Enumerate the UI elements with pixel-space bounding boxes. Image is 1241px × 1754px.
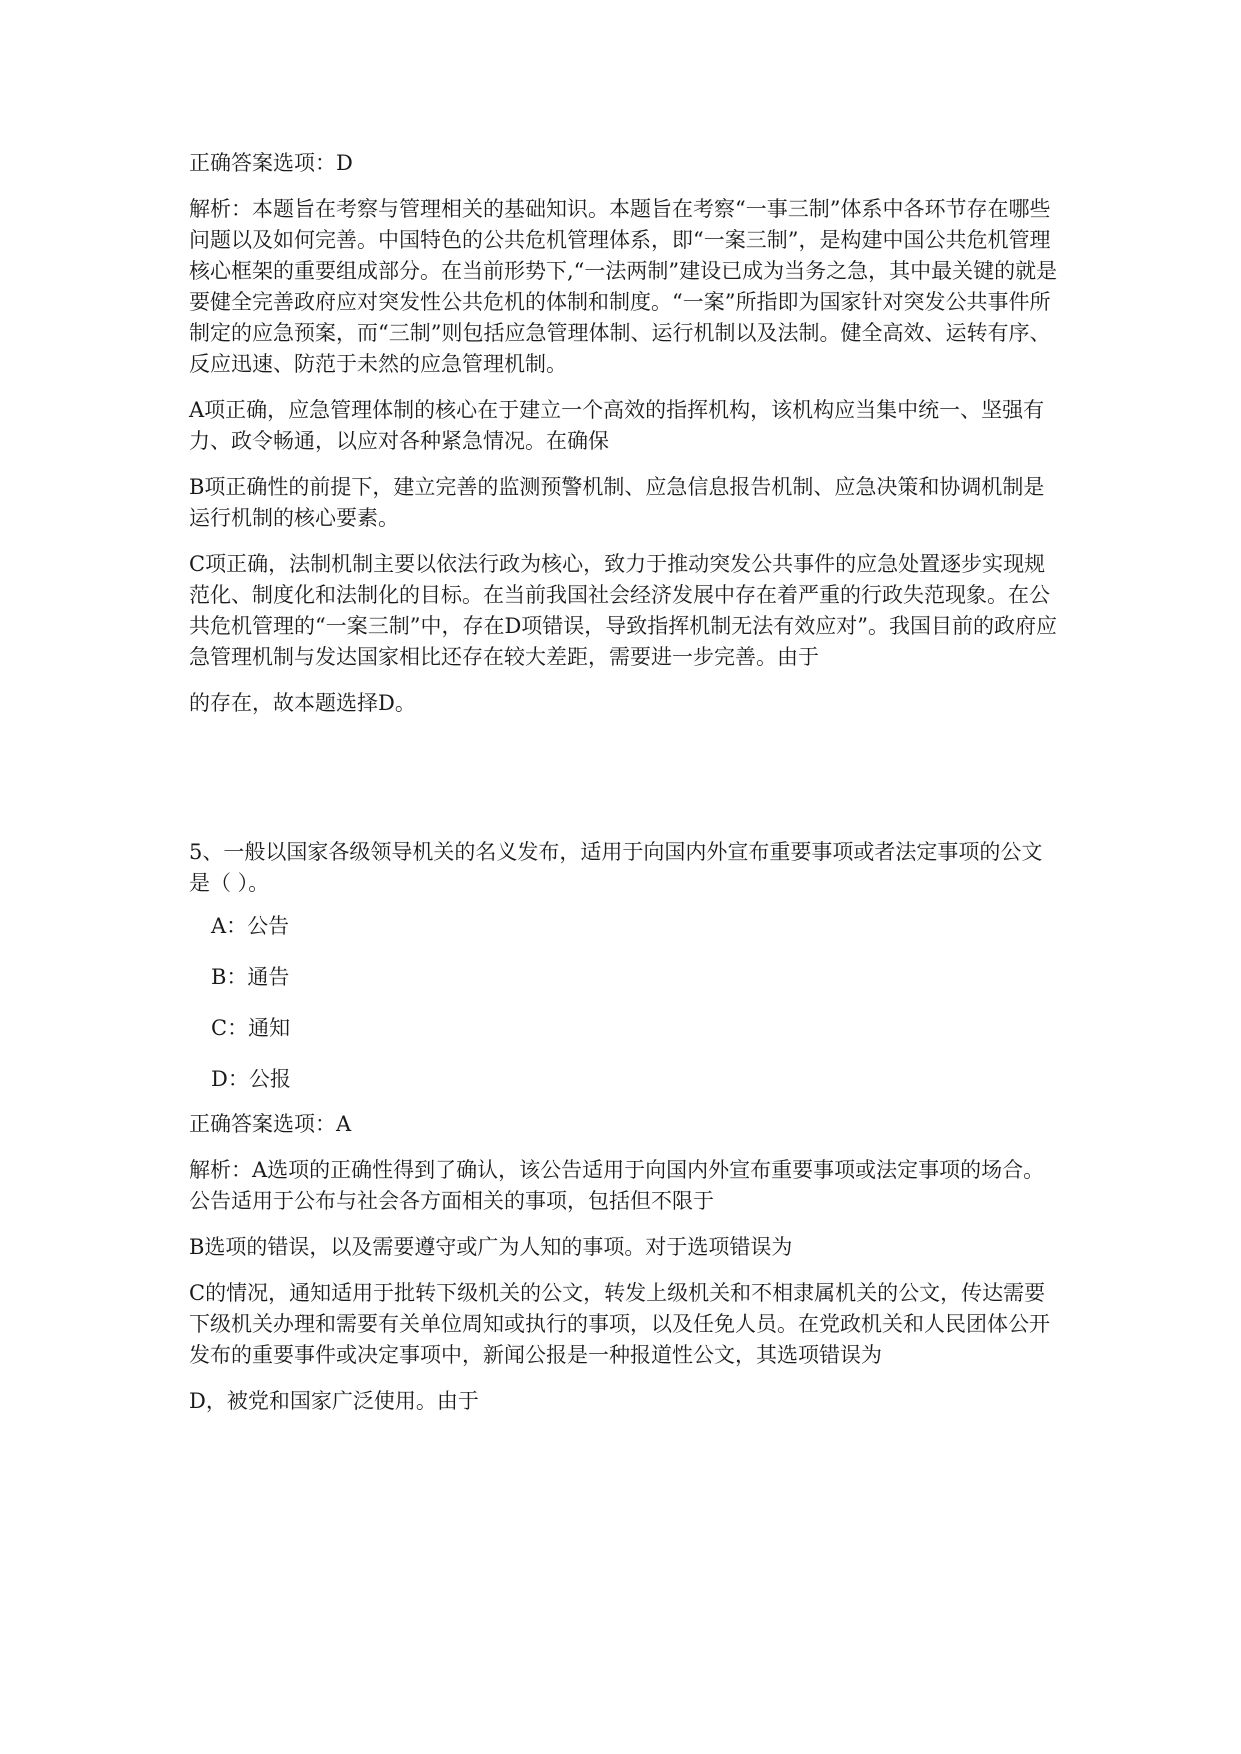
q5-item-b: B选项的错误，以及需要遵守或广为人知的事项。对于选项错误为 [189, 1235, 793, 1259]
prev-closing: 的存在，故本题选择D。 [189, 691, 416, 715]
option-d: D：公报 [211, 1067, 291, 1091]
prev-item-a: A项正确，应急管理体制的核心在于建立一个高效的指挥机构，该机构应当集中统一、坚强有力、政令畅通，以应对各种紧急情况。在确保 [189, 398, 1045, 453]
section-gap [189, 719, 1059, 837]
q5-item-c: C的情况，通知适用于批转下级机关的公文，转发上级机关和不相隶属机关的公文，传达需要下级机关办理和需要有关单位周知或执行的事项，以及任免人员。在党政机关和人民团体公开发布的重要事件或决定事项中，新闻公报是一种报道性公文，其选项错误为 [189, 1281, 1050, 1367]
q5-analysis: 解析：A选项的正确性得到了确认，该公告适用于向国内外宣布重要事项或法定事项的场合。公告适用于公布与社会各方面相关的事项，包括但不限于 [189, 1158, 1045, 1213]
document-page [189, 148, 1059, 1417]
option-a: A：公告 [211, 914, 290, 938]
option-b: B：通告 [211, 965, 290, 989]
prev-item-c: C项正确，法制机制主要以依法行政为核心，致力于推动突发公共事件的应急处置逐步实现规范化、制度化和法制化的目标。在当前我国社会经济发展中存在着严重的行政失范现象。在公共危机管理的“一案三制”中，存在D项错误，导致指挥机制无法有效应对”。我国目前的政府应急管理机制与发达国家相比还存在较大差距，需要进一步完善。由于 [189, 552, 1058, 669]
prev-answer-line: 正确答案选项：D [189, 151, 353, 175]
question-5-options [211, 911, 1059, 1095]
question-5-stem: 5、一般以国家各级领导机关的名义发布，适用于向国内外宣布重要事项或者法定事项的公文是（ ）。 [189, 840, 1043, 895]
option-c: C：通知 [211, 1016, 291, 1040]
prev-item-b: B项正确性的前提下，建立完善的监测预警机制、应急信息报告机制、应急决策和协调机制是运行机制的核心要素。 [189, 475, 1045, 530]
prev-analysis: 解析：本题旨在考察与管理相关的基础知识。本题旨在考察“一事三制”体系中各环节存在哪些问题以及如何完善。中国特色的公共危机管理体系，即“一案三制”，是构建中国公共危机管理核心框架的重要组成部分。在当前形势下,“一法两制”建设已成为当务之急，其中最关键的就是要健全完善政府应对突发性公共危机的体制和制度。“一案”所指即为国家针对突发公共事件所制定的应急预案，而“三制”则包括应急管理体制、运行机制以及法制。健全高效、运转有序、反应迅速、防范于未然的应急管理机制。 [189, 197, 1058, 376]
q5-answer-line: 正确答案选项：A [189, 1112, 352, 1136]
q5-item-d: D，被党和国家广泛使用。由于 [189, 1389, 479, 1413]
